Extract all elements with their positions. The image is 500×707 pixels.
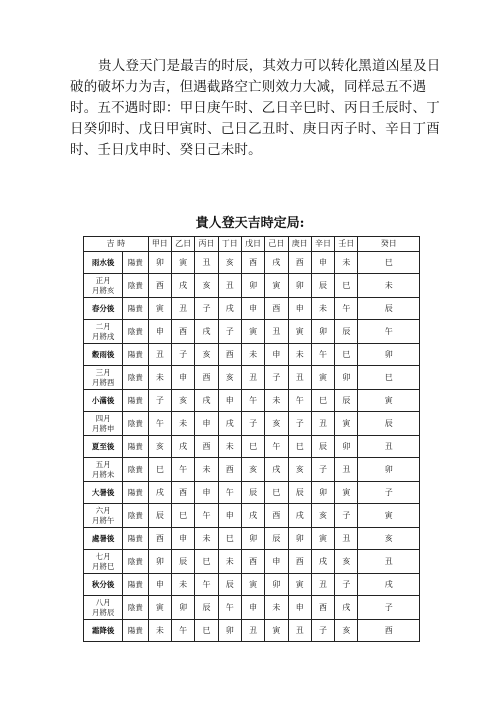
branch-cell: 巳 <box>195 550 218 574</box>
table-row <box>84 482 420 504</box>
table-row <box>84 412 420 436</box>
branch-cell: 卯 <box>241 528 264 550</box>
branch-cell: 子 <box>335 504 358 528</box>
branch-cell: 卯 <box>288 274 311 298</box>
branch-cell: 亥 <box>218 252 241 274</box>
branch-cell: 卯 <box>171 596 194 620</box>
branch-cell: 亥 <box>195 344 218 366</box>
branch-cell: 酉 <box>195 436 218 458</box>
branch-cell: 巳 <box>311 390 334 412</box>
branch-cell: 未 <box>288 344 311 366</box>
branch-cell: 子 <box>358 596 420 620</box>
branch-cell: 戌 <box>265 458 288 482</box>
branch-cell: 辰 <box>311 274 334 298</box>
branch-cell: 申 <box>288 596 311 620</box>
header-cell: 甲日 <box>148 237 171 252</box>
branch-cell: 午 <box>241 390 264 412</box>
branch-cell: 丑 <box>171 298 194 320</box>
branch-cell: 寅 <box>358 390 420 412</box>
branch-cell: 未 <box>358 274 420 298</box>
branch-cell: 巳 <box>335 274 358 298</box>
branch-cell: 申 <box>171 528 194 550</box>
branch-cell: 卯 <box>148 252 171 274</box>
table-title: 貴人登天吉時定局: <box>195 216 305 231</box>
table-row <box>84 252 420 274</box>
branch-cell: 亥 <box>148 436 171 458</box>
branch-cell: 戌 <box>311 550 334 574</box>
branch-cell: 寅 <box>241 574 264 596</box>
yang-label-cell: 陽貴 <box>123 252 148 274</box>
branch-cell: 戌 <box>218 298 241 320</box>
month-general-cell: 四月 月將申 <box>84 412 123 436</box>
yang-label-cell: 陽貴 <box>123 298 148 320</box>
branch-cell: 寅 <box>288 320 311 344</box>
yin-label-cell: 陰貴 <box>123 550 148 574</box>
solar-term-cell: 雨水後 <box>84 252 123 274</box>
branch-cell: 未 <box>265 596 288 620</box>
branch-cell: 辰 <box>265 528 288 550</box>
branch-cell: 午 <box>218 482 241 504</box>
branch-cell: 申 <box>195 482 218 504</box>
branch-cell: 丑 <box>288 620 311 642</box>
branch-cell: 未 <box>171 412 194 436</box>
branch-cell: 未 <box>218 436 241 458</box>
branch-cell: 子 <box>171 344 194 366</box>
yang-label-cell: 陽貴 <box>123 436 148 458</box>
branch-cell: 酉 <box>148 528 171 550</box>
header-cell: 庚日 <box>288 237 311 252</box>
branch-cell: 子 <box>311 620 334 642</box>
branch-cell: 寅 <box>335 482 358 504</box>
table-row <box>84 620 420 642</box>
branch-cell: 巳 <box>241 436 264 458</box>
branch-cell: 未 <box>195 458 218 482</box>
branch-cell: 酉 <box>265 298 288 320</box>
solar-term-cell: 處暑後 <box>84 528 123 550</box>
branch-cell: 亥 <box>358 528 420 550</box>
branch-cell: 辰 <box>218 574 241 596</box>
header-cell: 己日 <box>265 237 288 252</box>
branch-cell: 辰 <box>241 482 264 504</box>
branch-cell: 辰 <box>288 482 311 504</box>
branch-cell: 丑 <box>218 274 241 298</box>
branch-cell: 卯 <box>265 574 288 596</box>
branch-cell: 巳 <box>335 344 358 366</box>
branch-cell: 丑 <box>358 436 420 458</box>
table-row <box>84 274 420 298</box>
branch-cell: 未 <box>335 252 358 274</box>
branch-cell: 酉 <box>171 482 194 504</box>
month-general-cell: 八月 月將辰 <box>84 596 123 620</box>
month-general-cell: 七月 月將巳 <box>84 550 123 574</box>
branch-cell: 寅 <box>288 574 311 596</box>
branch-cell: 未 <box>218 550 241 574</box>
branch-cell: 戌 <box>195 320 218 344</box>
branch-cell: 巳 <box>358 366 420 390</box>
branch-cell: 寅 <box>148 596 171 620</box>
branch-cell: 子 <box>358 482 420 504</box>
branch-cell: 酉 <box>241 252 264 274</box>
branch-cell: 未 <box>148 620 171 642</box>
header-cell: 丙日 <box>195 237 218 252</box>
branch-cell: 巳 <box>195 620 218 642</box>
table-row <box>84 550 420 574</box>
branch-cell: 亥 <box>171 390 194 412</box>
branch-cell: 酉 <box>358 620 420 642</box>
table-row <box>84 528 420 550</box>
branch-cell: 申 <box>148 574 171 596</box>
branch-cell: 申 <box>218 390 241 412</box>
branch-cell: 巳 <box>171 504 194 528</box>
auspicious-hours-table <box>83 236 420 642</box>
branch-cell: 卯 <box>335 366 358 390</box>
branch-cell: 酉 <box>218 458 241 482</box>
yang-label-cell: 陽貴 <box>123 528 148 550</box>
branch-cell: 午 <box>148 412 171 436</box>
branch-cell: 戌 <box>241 504 264 528</box>
branch-cell: 戌 <box>288 504 311 528</box>
branch-cell: 亥 <box>218 366 241 390</box>
table-row <box>84 458 420 482</box>
branch-cell: 子 <box>311 458 334 482</box>
branch-cell: 戌 <box>171 436 194 458</box>
branch-cell: 亥 <box>241 458 264 482</box>
branch-cell: 寅 <box>265 274 288 298</box>
branch-cell: 申 <box>288 298 311 320</box>
branch-cell: 午 <box>288 390 311 412</box>
branch-cell: 亥 <box>311 504 334 528</box>
yin-label-cell: 陰貴 <box>123 320 148 344</box>
solar-term-cell: 春分後 <box>84 298 123 320</box>
branch-cell: 申 <box>171 366 194 390</box>
yin-label-cell: 陰貴 <box>123 458 148 482</box>
branch-cell: 亥 <box>288 458 311 482</box>
branch-cell: 丑 <box>148 344 171 366</box>
branch-cell: 申 <box>148 320 171 344</box>
branch-cell: 卯 <box>311 482 334 504</box>
branch-cell: 丑 <box>358 550 420 574</box>
branch-cell: 辰 <box>335 320 358 344</box>
branch-cell: 寅 <box>265 620 288 642</box>
branch-cell: 午 <box>265 436 288 458</box>
branch-cell: 卯 <box>311 320 334 344</box>
branch-cell: 戌 <box>335 596 358 620</box>
branch-cell: 亥 <box>335 550 358 574</box>
branch-cell: 午 <box>171 620 194 642</box>
branch-cell: 申 <box>265 344 288 366</box>
branch-cell: 丑 <box>241 366 264 390</box>
branch-cell: 卯 <box>335 436 358 458</box>
branch-cell: 酉 <box>148 274 171 298</box>
branch-cell: 子 <box>195 298 218 320</box>
yang-label-cell: 陽貴 <box>123 390 148 412</box>
solar-term-cell: 秋分後 <box>84 574 123 596</box>
branch-cell: 戌 <box>265 252 288 274</box>
table-header-row <box>84 237 420 252</box>
branch-cell: 戌 <box>218 412 241 436</box>
month-general-cell: 五月 月將未 <box>84 458 123 482</box>
branch-cell: 辰 <box>335 390 358 412</box>
branch-cell: 申 <box>241 298 264 320</box>
branch-cell: 午 <box>218 596 241 620</box>
branch-cell: 酉 <box>171 320 194 344</box>
branch-cell: 未 <box>148 366 171 390</box>
branch-cell: 酉 <box>288 550 311 574</box>
yang-label-cell: 陽貴 <box>123 344 148 366</box>
branch-cell: 寅 <box>358 504 420 528</box>
table-row <box>84 596 420 620</box>
branch-cell: 亥 <box>265 412 288 436</box>
yang-label-cell: 陽貴 <box>123 574 148 596</box>
branch-cell: 未 <box>311 298 334 320</box>
branch-cell: 丑 <box>195 252 218 274</box>
header-cell: 辛日 <box>311 237 334 252</box>
branch-cell: 子 <box>265 366 288 390</box>
branch-cell: 子 <box>241 412 264 436</box>
table-row <box>84 574 420 596</box>
branch-cell: 巳 <box>358 252 420 274</box>
header-cell: 癸日 <box>358 237 420 252</box>
header-cell: 乙日 <box>171 237 194 252</box>
branch-cell: 未 <box>171 574 194 596</box>
branch-cell: 戌 <box>358 574 420 596</box>
branch-cell: 寅 <box>335 412 358 436</box>
branch-cell: 丑 <box>241 620 264 642</box>
solar-term-cell: 小滿後 <box>84 390 123 412</box>
branch-cell: 丑 <box>265 320 288 344</box>
branch-cell: 巳 <box>218 528 241 550</box>
month-general-cell: 六月 月將午 <box>84 504 123 528</box>
branch-cell: 丑 <box>311 574 334 596</box>
branch-cell: 午 <box>195 574 218 596</box>
branch-cell: 丑 <box>335 458 358 482</box>
table-row <box>84 320 420 344</box>
branch-cell: 寅 <box>311 366 334 390</box>
table-row <box>84 298 420 320</box>
branch-cell: 卯 <box>148 550 171 574</box>
branch-cell: 辰 <box>148 504 171 528</box>
branch-cell: 辰 <box>358 412 420 436</box>
yin-label-cell: 陰貴 <box>123 412 148 436</box>
branch-cell: 亥 <box>335 620 358 642</box>
branch-cell: 酉 <box>265 504 288 528</box>
month-general-cell: 正月 月將亥 <box>84 274 123 298</box>
header-cell: 吉 時 <box>84 237 149 252</box>
branch-cell: 酉 <box>241 550 264 574</box>
branch-cell: 戌 <box>195 390 218 412</box>
branch-cell: 辰 <box>195 596 218 620</box>
branch-cell: 未 <box>241 344 264 366</box>
branch-cell: 子 <box>335 574 358 596</box>
branch-cell: 巳 <box>148 458 171 482</box>
solar-term-cell: 大暑後 <box>84 482 123 504</box>
branch-cell: 酉 <box>311 596 334 620</box>
table-row <box>84 344 420 366</box>
branch-cell: 巳 <box>265 482 288 504</box>
branch-cell: 卯 <box>218 620 241 642</box>
branch-cell: 子 <box>148 390 171 412</box>
branch-cell: 辰 <box>171 550 194 574</box>
branch-cell: 寅 <box>171 252 194 274</box>
yang-label-cell: 陽貴 <box>123 620 148 642</box>
branch-cell: 酉 <box>218 344 241 366</box>
branch-cell: 辰 <box>358 298 420 320</box>
branch-cell: 寅 <box>311 528 334 550</box>
solar-term-cell: 霜降後 <box>84 620 123 642</box>
branch-cell: 戌 <box>171 274 194 298</box>
branch-cell: 丑 <box>311 412 334 436</box>
branch-cell: 午 <box>311 344 334 366</box>
branch-cell: 子 <box>288 412 311 436</box>
branch-cell: 亥 <box>195 274 218 298</box>
branch-cell: 寅 <box>148 298 171 320</box>
yang-label-cell: 陽貴 <box>123 482 148 504</box>
yin-label-cell: 陰貴 <box>123 274 148 298</box>
month-general-cell: 二月 月將戌 <box>84 320 123 344</box>
branch-cell: 午 <box>195 504 218 528</box>
branch-cell: 丑 <box>335 528 358 550</box>
yin-label-cell: 陰貴 <box>123 366 148 390</box>
branch-cell: 卯 <box>358 344 420 366</box>
branch-cell: 申 <box>195 412 218 436</box>
table-row <box>84 504 420 528</box>
branch-cell: 午 <box>335 298 358 320</box>
branch-cell: 申 <box>311 252 334 274</box>
branch-cell: 戌 <box>148 482 171 504</box>
branch-cell: 巳 <box>288 436 311 458</box>
branch-cell: 午 <box>171 458 194 482</box>
solar-term-cell: 夏至後 <box>84 436 123 458</box>
branch-cell: 酉 <box>195 366 218 390</box>
branch-cell: 申 <box>218 504 241 528</box>
month-general-cell: 三月 月將酉 <box>84 366 123 390</box>
table-row <box>84 390 420 412</box>
branch-cell: 未 <box>195 528 218 550</box>
branch-cell: 丑 <box>288 366 311 390</box>
branch-cell: 申 <box>265 550 288 574</box>
table-row <box>84 436 420 458</box>
branch-cell: 子 <box>218 320 241 344</box>
branch-cell: 卯 <box>288 528 311 550</box>
branch-cell: 未 <box>265 390 288 412</box>
header-cell: 丁日 <box>218 237 241 252</box>
header-cell: 戊日 <box>241 237 264 252</box>
solar-term-cell: 穀雨後 <box>84 344 123 366</box>
branch-cell: 酉 <box>288 252 311 274</box>
branch-cell: 辰 <box>311 436 334 458</box>
branch-cell: 午 <box>358 320 420 344</box>
branch-cell: 卯 <box>358 458 420 482</box>
branch-cell: 卯 <box>241 274 264 298</box>
table-row <box>84 366 420 390</box>
yin-label-cell: 陰貴 <box>123 504 148 528</box>
header-cell: 壬日 <box>335 237 358 252</box>
branch-cell: 寅 <box>241 320 264 344</box>
yin-label-cell: 陰貴 <box>123 596 148 620</box>
intro-paragraph: 贵人登天门是最吉的时辰，其效力可以转化黑道凶星及日破的破坏力为吉，但遇截路空亡则效力大减，同样忌五不遇时。五不遇时即：甲日庚午时、乙日辛巳时、丙日壬辰时、丁日癸卯时、戊日甲寅时、己日乙丑时、庚日丙子时、辛日丁酉时、壬日戊申时、癸日己未时。 <box>70 58 441 158</box>
branch-cell: 申 <box>241 596 264 620</box>
